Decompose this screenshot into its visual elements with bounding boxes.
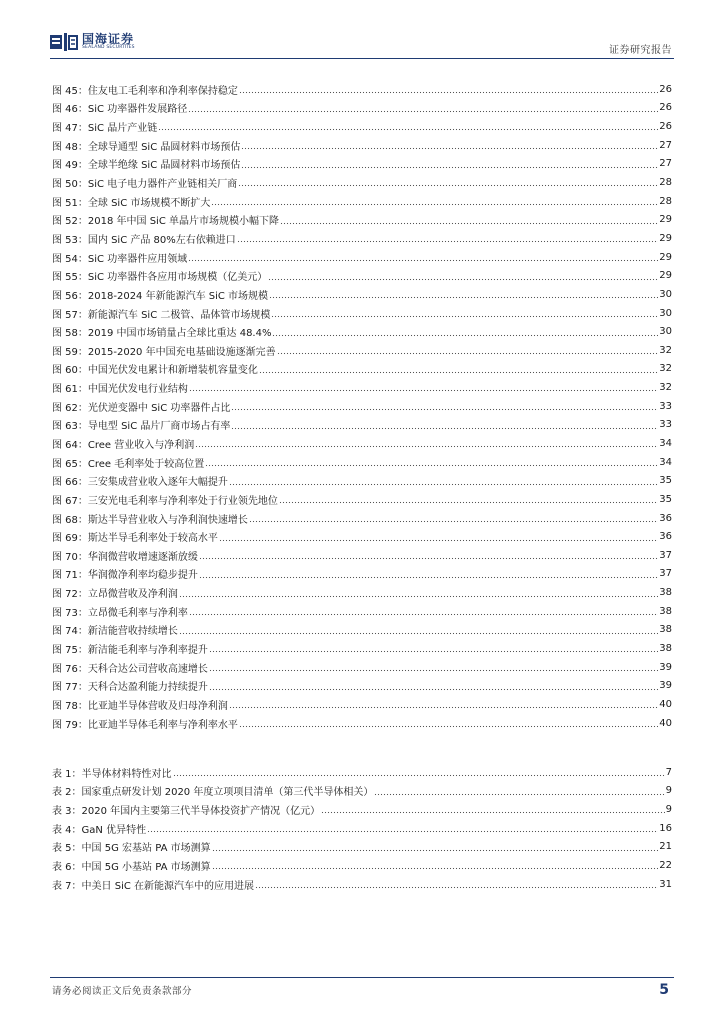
table-list [52,763,672,893]
dot-leader [188,105,658,115]
dot-leader [241,161,658,171]
entry-title: 2015-2020 年中国充电基础设施逐渐完善 [87,346,276,358]
entry-page-number: 33 [659,419,672,431]
entry-title: 国内 SiC 产品 80%左右依赖进口 [87,234,236,246]
dot-leader [374,788,664,798]
entry-title: 斯达半导营业收入与净利润快速增长 [87,514,248,526]
entry-page-number: 33 [659,400,672,412]
entry-page-number: 28 [659,195,672,207]
entry-label: 图 64： [52,439,88,451]
toc-table-entry[interactable] [52,819,672,838]
entry-page-number: 21 [659,841,672,853]
entry-title: 新能源汽车 SiC 二极管、晶体管市场规模 [87,309,271,321]
toc-figure-entry[interactable] [52,453,672,472]
toc-table-entry[interactable] [52,782,672,801]
toc-figure-entry[interactable] [52,471,672,490]
entry-title: 新洁能营收持续增长 [87,626,178,638]
dot-leader [279,496,658,506]
entry-label: 图 67： [52,495,88,507]
dot-leader [179,590,658,600]
dot-leader [277,347,659,357]
entry-label: 图 60： [52,365,88,377]
dot-leader [199,571,658,581]
entry-page-number: 38 [659,643,672,655]
toc-figure-entry[interactable] [52,378,672,397]
entry-label: 图 48： [52,141,88,153]
entry-page-number: 26 [659,121,672,133]
entry-page-number: 34 [659,456,672,468]
toc-figure-entry[interactable] [52,304,672,323]
toc-figure-entry[interactable] [52,546,672,565]
dot-leader [280,217,658,227]
entry-page-number: 9 [665,785,672,797]
entry-label: 图 72： [52,589,88,601]
entry-label: 图 62： [52,402,88,414]
toc-figure-entry[interactable] [52,714,672,733]
entry-label: 表 1： [52,768,82,780]
toc-figure-entry[interactable] [52,155,672,174]
entry-title: 导电型 SiC 晶片厂商市场占有率 [87,421,231,433]
dot-leader [212,844,659,854]
entry-label: 图 79： [52,719,88,731]
entry-title: GaN 优异特性 [81,824,147,836]
entry-label: 图 74： [52,626,88,638]
dot-leader [188,254,658,264]
toc-figure-entry[interactable] [52,248,672,267]
entry-title: 中美日 SiC 在新能源汽车中的应用进展 [81,880,255,892]
entry-page-number: 40 [659,717,672,729]
toc-table-entry[interactable] [52,838,672,857]
entry-label: 图 75： [52,645,88,657]
entry-label: 图 77： [52,682,88,694]
entry-title: Cree 营业收入与净利润 [87,439,195,451]
toc-table-entry[interactable] [52,875,672,894]
dot-leader [158,124,658,134]
dot-leader [272,329,658,339]
entry-label: 表 5： [52,843,82,855]
sealand-logo-icon [50,33,78,51]
toc-figure-entry[interactable] [52,229,672,248]
entry-title: 光伏逆变器中 SiC 功率器件占比 [87,402,231,414]
entry-label: 表 4： [52,824,82,836]
entry-title: 2018-2024 年新能源汽车 SiC 市场规模 [87,290,269,302]
entry-title: 全球导通型 SiC 晶圆材料市场预估 [87,141,241,153]
company-name-cn: 国海证券 [82,32,135,47]
entry-page-number: 9 [665,804,672,816]
entry-title: 三安光电毛利率与净利率处于行业领先地位 [87,495,278,507]
entry-title: Cree 毛利率处于较高位置 [87,458,205,470]
entry-page-number: 30 [659,288,672,300]
entry-page-number: 36 [659,531,672,543]
dot-leader [271,310,658,320]
entry-label: 图 65： [52,458,88,470]
entry-page-number: 27 [659,158,672,170]
entry-title: SiC 电子电力器件产业链相关厂商 [87,179,238,191]
entry-page-number: 37 [659,549,672,561]
dot-leader [241,142,658,152]
entry-label: 图 70： [52,551,88,563]
entry-page-number: 16 [659,822,672,834]
dot-leader [179,627,658,637]
dot-leader [189,385,658,395]
toc-table-entry[interactable] [52,763,672,782]
entry-label: 图 56： [52,290,88,302]
entry-page-number: 40 [659,698,672,710]
entry-page-number: 29 [659,270,672,282]
dot-leader [237,235,658,245]
entry-page-number: 29 [659,214,672,226]
entry-page-number: 35 [659,493,672,505]
entry-label: 图 52： [52,216,88,228]
entry-title: 华润微营收增速逐渐放缓 [87,551,198,563]
entry-page-number: 28 [659,177,672,189]
entry-label: 图 69： [52,533,88,545]
entry-page-number: 39 [659,661,672,673]
entry-title: 天科合达盈利能力持续提升 [87,682,208,694]
dot-leader [209,646,658,656]
entry-page-number: 38 [659,587,672,599]
entry-page-number: 34 [659,437,672,449]
entry-label: 图 49： [52,160,88,172]
entry-label: 图 46： [52,104,88,116]
toc-figure-entry[interactable] [52,527,672,546]
toc-figure-entry[interactable] [52,490,672,509]
entry-page-number: 27 [659,139,672,151]
toc-figure-entry[interactable] [52,677,672,696]
dot-leader [209,683,658,693]
toc-figure-entry[interactable] [52,341,672,360]
entry-page-number: 32 [659,382,672,394]
entry-title: 住友电工毛利率和净利率保持稳定 [87,85,238,97]
entry-label: 图 59： [52,346,88,358]
dot-leader [147,825,658,835]
entry-label: 图 55： [52,272,88,284]
report-type: 证券研究报告 [609,45,672,56]
dot-leader [211,198,658,208]
dot-leader [229,701,658,711]
entry-title: 立昂微毛利率与净利率 [87,607,188,619]
toc-figure-entry[interactable] [52,266,672,285]
entry-label: 表 2： [52,787,82,799]
entry-label: 图 73： [52,607,88,619]
entry-title: 国家重点研发计划 2020 年度立项项目清单（第三代半导体相关） [81,787,374,799]
entry-title: 三安集成营业收入逐年大幅提升 [87,477,228,489]
dot-leader [231,403,658,413]
toc-figure-entry[interactable] [52,192,672,211]
footer-disclaimer: 请务必阅读正文后免责条款部分 [52,986,193,997]
header-divider [50,58,674,59]
company-name-en: SEALAND SECURITIES [82,45,135,51]
entry-page-number: 35 [659,475,672,487]
entry-page-number: 30 [659,326,672,338]
entry-title: 华润微净利率均稳步提升 [87,570,198,582]
entry-title: 全球半绝缘 SiC 晶圆材料市场预估 [87,160,241,172]
entry-title: 半导体材料特性对比 [81,768,172,780]
entry-title: SiC 功率器件应用领域 [87,253,188,265]
entry-page-number: 22 [659,860,672,872]
toc-figure-entry[interactable] [52,583,672,602]
entry-label: 图 71： [52,570,88,582]
dot-leader [173,769,665,779]
entry-page-number: 31 [659,878,672,890]
entry-label: 图 53： [52,234,88,246]
entry-title: 新洁能毛利率与净利率提升 [87,645,208,657]
toc-table-entry[interactable] [52,856,672,875]
toc-figure-entry[interactable] [52,397,672,416]
toc-table-entry[interactable] [52,800,672,819]
entry-title: 2020 年国内主要第三代半导体投资扩产情况（亿元） [81,806,321,818]
toc-figure-entry[interactable] [52,658,672,677]
page-header [0,0,724,64]
entry-page-number: 7 [665,766,672,778]
dot-leader [321,807,664,817]
dot-leader [255,881,658,891]
toc-figure-entry[interactable] [52,509,672,528]
entry-label: 图 45： [52,85,88,97]
entry-page-number: 38 [659,605,672,617]
entry-label: 图 78： [52,700,88,712]
entry-title: 比亚迪半导体毛利率与净利率水平 [87,719,238,731]
entry-page-number: 26 [659,83,672,95]
company-logo [50,33,135,51]
toc-figure-entry[interactable] [52,173,672,192]
entry-label: 图 47： [52,123,88,135]
entry-label: 图 51： [52,197,88,209]
entry-title: 中国光伏发电累计和新增装机容量变化 [87,365,258,377]
dot-leader [199,552,658,562]
entry-page-number: 30 [659,307,672,319]
toc-figure-entry[interactable] [52,117,672,136]
entry-label: 表 7： [52,880,82,892]
entry-title: 中国 5G 小基站 PA 市场测算 [81,862,211,874]
dot-leader [269,291,658,301]
toc-figure-entry[interactable] [52,360,672,379]
entry-label: 图 63： [52,421,88,433]
toc-figure-entry[interactable] [52,285,672,304]
figure-list [52,80,672,732]
dot-leader [238,180,658,190]
toc-figure-entry[interactable] [52,99,672,118]
dot-leader [239,86,658,96]
dot-leader [268,273,658,283]
dot-leader [219,534,658,544]
entry-title: SiC 功率器件发展路径 [87,104,188,116]
entry-title: 立昂微营收及净利润 [87,589,178,601]
toc-figure-entry[interactable] [52,136,672,155]
dot-leader [212,863,659,873]
toc-figure-entry[interactable] [52,695,672,714]
dot-leader [231,422,658,432]
entry-label: 图 50： [52,179,88,191]
toc-figure-entry[interactable] [52,621,672,640]
entry-page-number: 36 [659,512,672,524]
toc-figure-entry[interactable] [52,210,672,229]
dot-leader [195,440,658,450]
entry-title: 中国 5G 宏基站 PA 市场测算 [81,843,211,855]
dot-leader [229,478,658,488]
entry-label: 图 61： [52,384,88,396]
entry-title: 2018 年中国 SiC 单晶片市场规模小幅下降 [87,216,279,228]
entry-label: 图 66： [52,477,88,489]
entry-title: SiC 功率器件各应用市场规模（亿美元） [87,272,268,284]
entry-label: 图 58： [52,328,88,340]
entry-page-number: 26 [659,102,672,114]
dot-leader [209,664,658,674]
entry-page-number: 32 [659,363,672,375]
entry-page-number: 39 [659,680,672,692]
toc-figure-entry[interactable] [52,602,672,621]
entry-label: 表 3： [52,806,82,818]
page-number: 5 [659,982,669,998]
toc-figure-entry[interactable] [52,639,672,658]
dot-leader [189,608,658,618]
entry-title: 斯达半导毛利率处于较高水平 [87,533,218,545]
dot-leader [259,366,658,376]
entry-page-number: 29 [659,232,672,244]
dot-leader [205,459,658,469]
footer-divider [50,977,674,978]
toc-figure-entry[interactable] [52,80,672,99]
entry-label: 图 68： [52,514,88,526]
entry-page-number: 32 [659,344,672,356]
entry-label: 图 76： [52,663,88,675]
entry-label: 图 57： [52,309,88,321]
entry-label: 表 6： [52,862,82,874]
dot-leader [239,720,658,730]
entry-title: 比亚迪半导体营收及归母净利润 [87,700,228,712]
toc-figure-entry[interactable] [52,434,672,453]
toc-figure-entry[interactable] [52,416,672,435]
entry-label: 图 54： [52,253,88,265]
entry-title: 中国光伏发电行业结构 [87,384,188,396]
toc-figure-entry[interactable] [52,322,672,341]
dot-leader [249,515,658,525]
toc-figure-entry[interactable] [52,565,672,584]
entry-title: 2019 中国市场销量占全球比重达 48.4% [87,328,272,340]
entry-title: 全球 SiC 市场规模不断扩大 [87,197,211,209]
entry-title: SiC 晶片产业链 [87,123,158,135]
entry-title: 天科合达公司营收高速增长 [87,663,208,675]
entry-page-number: 38 [659,624,672,636]
entry-page-number: 29 [659,251,672,263]
entry-page-number: 37 [659,568,672,580]
